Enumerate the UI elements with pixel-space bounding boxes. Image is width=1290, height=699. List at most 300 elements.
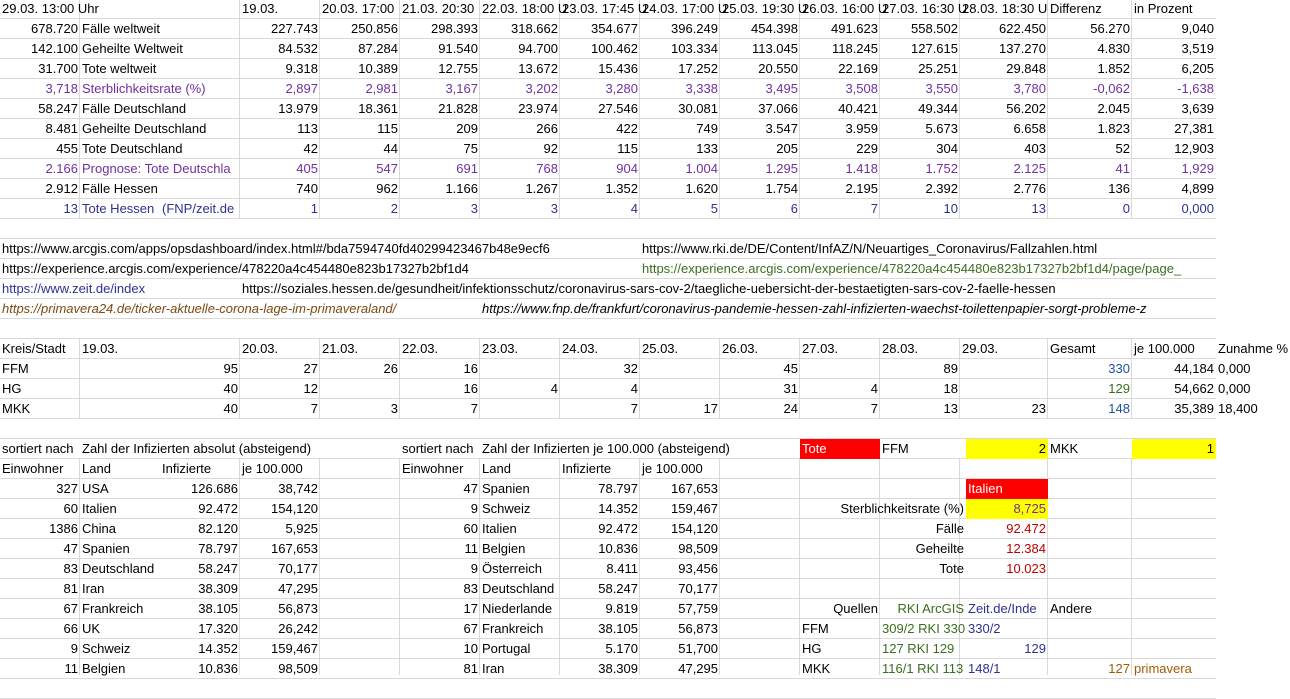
kreis-data-cell[interactable]: 4 <box>550 381 558 396</box>
kreis-data-cell[interactable] <box>640 359 720 379</box>
row-label-cell[interactable]: Geheilte Deutschland <box>82 121 207 136</box>
data-cell[interactable]: 1.295 <box>765 161 798 176</box>
sorted-data-cell[interactable]: Spanien <box>82 541 130 556</box>
quellen-zeit[interactable]: 129 <box>1024 641 1046 656</box>
data-cell[interactable]: 768 <box>536 161 558 176</box>
data-cell[interactable]: 622.450 <box>999 21 1046 36</box>
data-cell[interactable]: 44 <box>383 141 398 156</box>
sorted-data-cell[interactable]: 38.105 <box>198 601 238 616</box>
italien-tote-value[interactable]: 10.023 <box>1006 561 1046 576</box>
kreis-data-cell[interactable] <box>640 379 720 399</box>
quellen-col-zeit[interactable]: Zeit.de/Inde <box>968 601 1037 616</box>
kreis-data-cell[interactable]: 148 <box>1108 401 1130 416</box>
kreis-data-cell[interactable]: 7 <box>470 401 478 416</box>
sorted-data-cell[interactable]: Frankreich <box>482 621 544 636</box>
data-cell[interactable]: 3,639 <box>1181 101 1214 116</box>
kreis-data-cell[interactable]: 40 <box>223 381 238 396</box>
sorted-header-cell[interactable]: Einwohner <box>2 461 64 476</box>
data-cell[interactable]: 13 <box>63 201 78 216</box>
kreis-header-cell[interactable]: 22.03. <box>402 341 439 356</box>
kreis-data-cell[interactable]: 18 <box>943 381 958 396</box>
kreis-header-cell[interactable]: 20.03. <box>242 341 279 356</box>
data-cell[interactable]: 10.389 <box>358 61 398 76</box>
data-cell[interactable]: 136 <box>1108 181 1130 196</box>
row-label-cell[interactable]: Fälle Hessen <box>82 181 158 196</box>
kreis-data-cell[interactable] <box>960 379 1048 399</box>
data-cell[interactable]: 962 <box>376 181 398 196</box>
kreis-data-cell[interactable]: 0,000 <box>1218 361 1251 376</box>
sorted-data-cell[interactable]: UK <box>82 621 101 636</box>
kreis-data-cell[interactable] <box>480 399 560 419</box>
data-cell[interactable]: 92 <box>543 141 558 156</box>
data-cell[interactable]: 133 <box>696 141 718 156</box>
data-cell[interactable]: 40.421 <box>838 101 878 116</box>
sorted-header-cell[interactable]: Infizierte <box>562 461 612 476</box>
sorted-data-cell[interactable]: 10 <box>463 641 478 656</box>
row-label-cell[interactable]: Tote Deutschland <box>82 141 183 156</box>
data-cell[interactable]: 113 <box>297 121 318 136</box>
sorted-data-cell[interactable]: Belgien <box>82 661 126 676</box>
data-cell[interactable]: 1.852 <box>1097 61 1130 76</box>
sorted-data-cell[interactable]: 17 <box>463 601 478 616</box>
kreis-data-cell[interactable]: 12 <box>303 381 318 396</box>
tote-mkk-value[interactable]: 1 <box>1132 439 1216 459</box>
sorted-data-cell[interactable]: Italien <box>482 521 517 536</box>
data-cell[interactable]: 84.532 <box>278 41 318 56</box>
kreis-header-cell[interactable]: Gesamt <box>1050 341 1096 356</box>
link-hessen[interactable]: https://soziales.hessen.de/gesundheit/infektionsschutz/coronavirus-sars-cov-2/taegliche-uebersicht-der-bestaetigten-sars-cov-2-faelle-hessen <box>242 281 1056 296</box>
data-cell[interactable]: 3.547 <box>765 121 798 136</box>
quellen-zeit[interactable]: 148/1 <box>968 661 1001 676</box>
header-cell[interactable]: 19.03. <box>242 1 279 16</box>
sorted-data-cell[interactable]: 5,925 <box>285 521 318 536</box>
kreis-header-cell[interactable]: 28.03. <box>882 341 919 356</box>
sorted-data-cell[interactable]: 9.819 <box>605 601 638 616</box>
header-cell[interactable]: 26.03. 16:00 U <box>802 1 888 16</box>
header-cell[interactable]: 21.03. 20:30 <box>402 1 475 16</box>
sorted-data-cell[interactable]: 126.686 <box>191 481 238 496</box>
data-cell[interactable]: 56.270 <box>1090 21 1130 36</box>
link-fnp[interactable]: https://www.fnp.de/frankfurt/coronavirus-pandemie-hessen-zahl-infizierten-waechst-toilettenpapier-sorgt-probleme-z <box>482 301 1147 316</box>
data-cell[interactable]: 3,519 <box>1181 41 1214 56</box>
kreis-header-cell[interactable]: 21.03. <box>322 341 359 356</box>
sorted-data-cell[interactable]: 10.836 <box>198 661 238 676</box>
tote-ffm-value[interactable]: 2 <box>966 439 1048 459</box>
data-cell[interactable]: 118.245 <box>831 41 878 56</box>
data-cell[interactable]: 21.828 <box>438 101 478 116</box>
sorted-data-cell[interactable]: 60 <box>63 501 78 516</box>
data-cell[interactable]: 12.755 <box>438 61 478 76</box>
tote-mkk-label[interactable]: MKK <box>1050 441 1079 456</box>
data-cell[interactable]: 354.677 <box>591 21 638 36</box>
data-cell[interactable]: 1 <box>310 201 318 216</box>
kreis-data-cell[interactable]: 23 <box>1031 401 1046 416</box>
data-cell[interactable]: 1.352 <box>605 181 638 196</box>
row-label-cell[interactable]: Prognose: Tote Deutschla <box>82 161 231 176</box>
data-cell[interactable]: 6,205 <box>1181 61 1214 76</box>
row-label-cell[interactable]: Tote Hessen <box>82 201 155 216</box>
data-cell[interactable]: 3,202 <box>525 81 558 96</box>
data-cell[interactable]: 455 <box>56 141 78 156</box>
sorted-data-cell[interactable]: 58.247 <box>598 581 638 596</box>
data-cell[interactable]: 9,040 <box>1181 21 1214 36</box>
kreis-data-cell[interactable]: 45 <box>783 361 798 376</box>
data-cell[interactable]: 2 <box>390 201 398 216</box>
sorted-data-cell[interactable]: 78.797 <box>598 481 638 496</box>
kreis-header-cell[interactable]: 24.03. <box>562 341 599 356</box>
data-cell[interactable]: 13.979 <box>278 101 318 116</box>
data-cell[interactable]: 547 <box>376 161 398 176</box>
data-cell[interactable]: 1.166 <box>445 181 478 196</box>
data-cell[interactable]: 3,495 <box>765 81 798 96</box>
kreis-data-cell[interactable]: 13 <box>943 401 958 416</box>
sorted-data-cell[interactable]: 167,653 <box>271 541 318 556</box>
data-cell[interactable]: 3,338 <box>685 81 718 96</box>
sorted-data-cell[interactable]: 14.352 <box>198 641 238 656</box>
data-cell[interactable]: 904 <box>616 161 638 176</box>
data-cell[interactable]: -1,638 <box>1177 81 1214 96</box>
data-cell[interactable]: 1.004 <box>685 161 718 176</box>
link-rki[interactable]: https://www.rki.de/DE/Content/InfAZ/N/Neuartiges_Coronavirus/Fallzahlen.html <box>642 241 1098 256</box>
data-cell[interactable]: 691 <box>456 161 478 176</box>
quellen-col-andere[interactable]: Andere <box>1050 601 1092 616</box>
quellen-rki[interactable]: 127 RKI 129 <box>882 641 955 656</box>
sorted-data-cell[interactable]: 81 <box>463 661 478 676</box>
data-cell[interactable]: 4 <box>630 201 638 216</box>
sorted-data-cell[interactable]: 38.309 <box>198 581 238 596</box>
sorted-data-cell[interactable]: 57,759 <box>678 601 718 616</box>
kreis-header-cell[interactable]: 26.03. <box>722 341 759 356</box>
data-cell[interactable]: 115 <box>617 141 638 156</box>
sorted-data-cell[interactable]: 47,295 <box>678 661 718 676</box>
data-cell[interactable]: 9.318 <box>285 61 318 76</box>
header-cell[interactable]: 20.03. 17:00 <box>322 1 395 16</box>
sorted-data-cell[interactable]: 56,873 <box>278 601 318 616</box>
sorted-data-cell[interactable]: 82.120 <box>198 521 238 536</box>
quellen-name[interactable]: HG <box>802 641 822 656</box>
quellen-label[interactable]: Quellen <box>833 601 878 616</box>
data-cell[interactable]: 1.418 <box>845 161 878 176</box>
quellen-rki[interactable]: 116/1 RKI 113 <box>882 661 964 676</box>
quellen-andere-text[interactable]: primavera <box>1134 661 1192 676</box>
row-label-cell[interactable]: Geheilte Weltweit <box>82 41 183 56</box>
data-cell[interactable]: 749 <box>696 121 718 136</box>
kreis-data-cell[interactable]: 16 <box>463 361 478 376</box>
kreis-header-cell[interactable]: Kreis/Stadt <box>2 341 66 356</box>
sorted-data-cell[interactable]: 92.472 <box>198 501 238 516</box>
kreis-data-cell[interactable]: 95 <box>223 361 238 376</box>
data-cell[interactable]: 2.045 <box>1097 101 1130 116</box>
kreis-name-cell[interactable]: MKK <box>2 401 31 416</box>
kreis-data-cell[interactable]: 330 <box>1108 361 1130 376</box>
sorted-data-cell[interactable]: 26,242 <box>278 621 318 636</box>
quellen-col-rki[interactable]: RKI ArcGIS <box>897 601 964 616</box>
sorted-title-b[interactable]: Zahl der Infizierten absolut (absteigend) <box>82 441 312 456</box>
data-cell[interactable]: 75 <box>463 141 478 156</box>
kreis-data-cell[interactable]: 7 <box>870 401 878 416</box>
data-cell[interactable]: 127.615 <box>911 41 958 56</box>
sorted-data-cell[interactable]: 38.105 <box>598 621 638 636</box>
kreis-header-cell[interactable]: 29.03. <box>962 341 999 356</box>
kreis-data-cell[interactable]: 17 <box>703 401 718 416</box>
sorted-data-cell[interactable]: USA <box>82 481 109 496</box>
sorted-data-cell[interactable]: Österreich <box>482 561 542 576</box>
data-cell[interactable]: 5.673 <box>925 121 958 136</box>
data-cell[interactable]: 266 <box>536 121 558 136</box>
data-cell[interactable]: 3.959 <box>845 121 878 136</box>
data-cell[interactable]: 0 <box>1122 201 1130 216</box>
data-cell[interactable]: 4,899 <box>1181 181 1214 196</box>
italien-faelle-label[interactable]: Fälle <box>935 521 964 536</box>
quellen-name[interactable]: MKK <box>802 661 831 676</box>
sorted-data-cell[interactable]: 14.352 <box>598 501 638 516</box>
sorted-header-cell[interactable]: Land <box>482 461 511 476</box>
header-cell[interactable]: 24.03. 17:00 U <box>642 1 728 16</box>
link-arcgis-experience[interactable]: https://experience.arcgis.com/experience/478220a4c454480e823b17327b2bf1d4 <box>2 261 469 276</box>
data-cell[interactable]: 3,718 <box>45 81 78 96</box>
data-cell[interactable]: 15.436 <box>598 61 638 76</box>
kreis-data-cell[interactable]: 44,184 <box>1174 361 1214 376</box>
header-cell[interactable]: 25.03. 19:30 U <box>722 1 808 16</box>
data-cell[interactable]: 103.334 <box>671 41 718 56</box>
italien-rate-label[interactable]: Sterblichkeitsrate (%) <box>840 501 964 516</box>
quellen-name[interactable]: FFM <box>802 621 829 636</box>
data-cell[interactable]: 304 <box>936 141 958 156</box>
sorted-data-cell[interactable]: 47,295 <box>278 581 318 596</box>
data-cell[interactable]: 23.974 <box>518 101 558 116</box>
data-cell[interactable]: 41 <box>1115 161 1130 176</box>
data-cell[interactable]: 1.752 <box>925 161 958 176</box>
kreis-data-cell[interactable]: 7 <box>310 401 318 416</box>
data-cell[interactable]: 491.623 <box>831 21 878 36</box>
data-cell[interactable]: 49.344 <box>918 101 958 116</box>
link-primavera[interactable]: https://primavera24.de/ticker-aktuelle-corona-lage-im-primaveraland/ <box>2 301 397 316</box>
data-cell[interactable]: 2,981 <box>365 81 398 96</box>
kreis-data-cell[interactable] <box>320 379 400 399</box>
sorted-data-cell[interactable]: 60 <box>463 521 478 536</box>
sorted-data-cell[interactable]: 1386 <box>49 521 78 536</box>
sorted-data-cell[interactable]: Frankreich <box>82 601 144 616</box>
data-cell[interactable]: 3,508 <box>845 81 878 96</box>
sorted-data-cell[interactable]: 159,467 <box>271 641 318 656</box>
data-cell[interactable]: 1.267 <box>525 181 558 196</box>
sorted-header-cell[interactable]: Einwohner <box>402 461 464 476</box>
data-cell[interactable]: 142.100 <box>31 41 78 56</box>
data-cell[interactable]: -0,062 <box>1093 81 1130 96</box>
data-cell[interactable]: 13.672 <box>518 61 558 76</box>
sorted-data-cell[interactable]: 93,456 <box>678 561 718 576</box>
kreis-header-cell[interactable]: Zunahme % <box>1218 341 1289 356</box>
data-cell[interactable]: 4.830 <box>1097 41 1130 56</box>
data-cell[interactable]: 422 <box>616 121 638 136</box>
sorted-data-cell[interactable]: 98,509 <box>278 661 318 676</box>
data-cell[interactable]: 1.754 <box>765 181 798 196</box>
data-cell[interactable]: 3,780 <box>1013 81 1046 96</box>
data-cell[interactable]: 31.700 <box>38 61 78 76</box>
sorted-data-cell[interactable]: 81 <box>63 581 78 596</box>
sorted-data-cell[interactable]: Niederlande <box>482 601 553 616</box>
sorted-data-cell[interactable]: China <box>82 521 116 536</box>
italien-faelle-value[interactable]: 92.472 <box>1006 521 1046 536</box>
data-cell[interactable]: 1.620 <box>685 181 718 196</box>
sorted-data-cell[interactable]: 66 <box>63 621 78 636</box>
kreis-data-cell[interactable]: 0,000 <box>1218 381 1251 396</box>
data-cell[interactable]: 8.481 <box>45 121 78 136</box>
source-note-cell[interactable]: (FNP/zeit.de <box>162 201 235 216</box>
italien-geheilte-value[interactable]: 12.384 <box>1006 541 1046 556</box>
data-cell[interactable]: 454.398 <box>751 21 798 36</box>
sorted-data-cell[interactable]: 167,653 <box>671 481 718 496</box>
quellen-zeit[interactable]: 330/2 <box>968 621 1001 636</box>
sorted-data-cell[interactable]: 98,509 <box>678 541 718 556</box>
data-cell[interactable]: 2.195 <box>845 181 878 196</box>
header-cell[interactable]: 23.03. 17:45 U <box>562 1 648 16</box>
sorted-data-cell[interactable]: Iran <box>82 581 105 596</box>
data-cell[interactable]: 205 <box>776 141 798 156</box>
data-cell[interactable]: 58.247 <box>38 101 78 116</box>
tote-ffm-label[interactable]: FFM <box>882 441 909 456</box>
data-cell[interactable]: 318.662 <box>511 21 558 36</box>
tote-label[interactable]: Tote <box>800 439 880 459</box>
sorted-data-cell[interactable]: Portugal <box>482 641 531 656</box>
kreis-data-cell[interactable]: 4 <box>870 381 878 396</box>
data-cell[interactable]: 100.462 <box>591 41 638 56</box>
kreis-data-cell[interactable]: 40 <box>223 401 238 416</box>
sorted-data-cell[interactable]: 51,700 <box>678 641 718 656</box>
header-cell[interactable]: in Prozent <box>1134 1 1193 16</box>
data-cell[interactable]: 558.502 <box>911 21 958 36</box>
data-cell[interactable]: 403 <box>1024 141 1046 156</box>
data-cell[interactable]: 12,903 <box>1174 141 1214 156</box>
data-cell[interactable]: 740 <box>296 181 318 196</box>
data-cell[interactable]: 3 <box>550 201 558 216</box>
data-cell[interactable]: 25.251 <box>918 61 958 76</box>
data-cell[interactable]: 227.743 <box>271 21 318 36</box>
sorted-data-cell[interactable]: 159,467 <box>671 501 718 516</box>
data-cell[interactable]: 29.848 <box>1006 61 1046 76</box>
sorted-data-cell[interactable]: 10.836 <box>598 541 638 556</box>
data-cell[interactable]: 678.720 <box>31 21 78 36</box>
kreis-data-cell[interactable]: 3 <box>390 401 398 416</box>
data-cell[interactable]: 137.270 <box>999 41 1046 56</box>
data-cell[interactable]: 2.392 <box>925 181 958 196</box>
kreis-data-cell[interactable] <box>800 359 880 379</box>
sorted-data-cell[interactable]: 8.411 <box>606 561 638 576</box>
sorted-data-cell[interactable]: Italien <box>82 501 117 516</box>
sorted-header-cell[interactable]: Infizierte <box>162 461 212 476</box>
data-cell[interactable]: 6.658 <box>1013 121 1046 136</box>
data-cell[interactable]: 250.856 <box>351 21 398 36</box>
kreis-header-cell[interactable]: 27.03. <box>802 341 839 356</box>
data-cell[interactable]: 3,550 <box>925 81 958 96</box>
sorted-data-cell[interactable]: 67 <box>463 621 478 636</box>
italien-title[interactable]: Italien <box>966 479 1048 499</box>
data-cell[interactable]: 30.081 <box>678 101 718 116</box>
sorted-data-cell[interactable]: 83 <box>463 581 478 596</box>
header-cell[interactable]: Differenz <box>1050 1 1102 16</box>
data-cell[interactable]: 2.125 <box>1013 161 1046 176</box>
sorted-data-cell[interactable]: 67 <box>63 601 78 616</box>
data-cell[interactable]: 3,167 <box>445 81 478 96</box>
data-cell[interactable]: 298.393 <box>431 21 478 36</box>
data-cell[interactable]: 37.066 <box>758 101 798 116</box>
data-cell[interactable]: 6 <box>790 201 798 216</box>
sorted-data-cell[interactable]: 17.320 <box>198 621 238 636</box>
sorted-data-cell[interactable]: 38.309 <box>598 661 638 676</box>
data-cell[interactable]: 3,280 <box>605 81 638 96</box>
sorted-data-cell[interactable]: 154,120 <box>671 521 718 536</box>
sorted-title-b[interactable]: Zahl der Infizierten je 100.000 (absteigend) <box>482 441 730 456</box>
data-cell[interactable]: 91.540 <box>438 41 478 56</box>
data-cell[interactable]: 56.202 <box>1006 101 1046 116</box>
data-cell[interactable]: 20.550 <box>758 61 798 76</box>
data-cell[interactable]: 209 <box>456 121 478 136</box>
kreis-data-cell[interactable]: 27 <box>303 361 318 376</box>
sorted-data-cell[interactable]: 56,873 <box>678 621 718 636</box>
data-cell[interactable]: 27,381 <box>1174 121 1214 136</box>
kreis-data-cell[interactable]: 18,400 <box>1218 401 1258 416</box>
italien-tote-label[interactable]: Tote <box>939 561 964 576</box>
sorted-data-cell[interactable]: 154,120 <box>271 501 318 516</box>
row-label-cell[interactable]: Sterblichkeitsrate (%) <box>82 81 206 96</box>
sorted-data-cell[interactable]: 327 <box>56 481 78 496</box>
kreis-data-cell[interactable]: 26 <box>383 361 398 376</box>
sorted-header-cell[interactable]: je 100.000 <box>242 461 303 476</box>
data-cell[interactable]: 2.166 <box>45 161 78 176</box>
data-cell[interactable]: 10 <box>943 201 958 216</box>
sorted-data-cell[interactable]: 83 <box>63 561 78 576</box>
data-cell[interactable]: 42 <box>303 141 318 156</box>
data-cell[interactable]: 17.252 <box>678 61 718 76</box>
data-cell[interactable]: 229 <box>856 141 878 156</box>
data-cell[interactable]: 113.045 <box>751 41 798 56</box>
data-cell[interactable]: 87.284 <box>358 41 398 56</box>
data-cell[interactable]: 2,897 <box>285 81 318 96</box>
data-cell[interactable]: 18.361 <box>358 101 398 116</box>
sorted-title-a[interactable]: sortiert nach <box>402 441 474 456</box>
data-cell[interactable]: 13 <box>1031 201 1046 216</box>
kreis-data-cell[interactable] <box>480 359 560 379</box>
quellen-andere-num[interactable]: 127 <box>1108 661 1130 676</box>
data-cell[interactable]: 0,000 <box>1181 201 1214 216</box>
sorted-data-cell[interactable]: 9 <box>470 561 478 576</box>
data-cell[interactable]: 94.700 <box>518 41 558 56</box>
sorted-data-cell[interactable]: 38,742 <box>278 481 318 496</box>
kreis-data-cell[interactable]: 35,389 <box>1174 401 1214 416</box>
kreis-data-cell[interactable]: 24 <box>783 401 798 416</box>
data-cell[interactable]: 5 <box>710 201 718 216</box>
sorted-data-cell[interactable]: Deutschland <box>482 581 555 596</box>
header-cell[interactable]: 27.03. 16:30 U <box>882 1 968 16</box>
sorted-data-cell[interactable]: 11 <box>64 661 78 676</box>
kreis-data-cell[interactable]: 129 <box>1108 381 1130 396</box>
data-cell[interactable]: 2.776 <box>1013 181 1046 196</box>
sorted-data-cell[interactable]: 92.472 <box>598 521 638 536</box>
data-cell[interactable]: 27.546 <box>598 101 638 116</box>
row-label-cell[interactable]: Fälle weltweit <box>82 21 161 36</box>
data-cell[interactable]: 115 <box>377 121 398 136</box>
sorted-header-cell[interactable]: je 100.000 <box>642 461 703 476</box>
sorted-header-cell[interactable]: Land <box>82 461 111 476</box>
data-cell[interactable]: 7 <box>870 201 878 216</box>
kreis-name-cell[interactable]: FFM <box>2 361 29 376</box>
sorted-data-cell[interactable]: 58.247 <box>198 561 238 576</box>
sorted-title-a[interactable]: sortiert nach <box>2 441 74 456</box>
sorted-data-cell[interactable]: Spanien <box>482 481 530 496</box>
kreis-header-cell[interactable]: 23.03. <box>482 341 519 356</box>
sorted-data-cell[interactable]: Iran <box>482 661 505 676</box>
kreis-header-cell[interactable]: 25.03. <box>642 341 679 356</box>
